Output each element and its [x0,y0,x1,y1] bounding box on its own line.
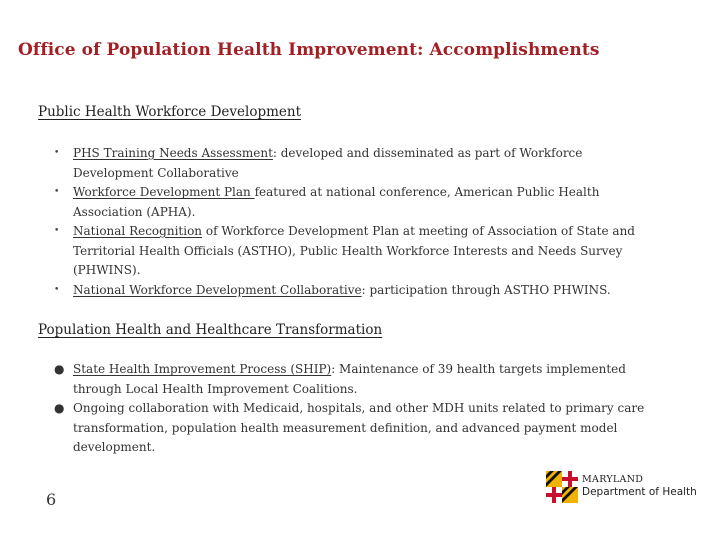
list-item [38,144,653,183]
item-link-text: PHS Training Needs Assessment [73,146,273,160]
section-heading-transformation: Population Health and Healthcare Transformation [38,322,383,338]
logo-text-department: Department of Health [582,486,697,498]
page-number: 6 [46,490,57,509]
item-link-text: National Recognition [73,224,203,238]
list-item [38,399,653,458]
item-link-text: State Health Improvement Process (SHIP) [73,362,332,376]
list-item [38,222,653,281]
maryland-flag-icon [545,470,579,504]
page-title: Office of Population Health Improvement: Accomplishments [18,40,600,60]
item-link-text: Workforce Development Plan [73,185,255,199]
list-item [38,360,653,399]
item-text: featured at national conference, American Public Health Association (APHA). [73,185,600,219]
workforce-bullet-list [38,144,653,300]
item-text: of Workforce Development Plan at meeting of Association of State and Territorial Health Officials (ASTHO), Public Health Workforce Interests and Needs Survey (PHWINS). [73,224,635,277]
bullet-icon: ● [54,401,65,415]
bullet-icon: • [54,187,60,197]
list-item [38,183,653,222]
transformation-bullet-list [38,360,653,458]
item-text: : Maintenance of 39 health targets implemented through Local Health Improvement Coalitions. [73,362,626,396]
item-link-text: National Workforce Development Collaborative [73,282,362,297]
logo-text-maryland: MARYLAND [582,474,644,485]
bullet-icon: • [54,148,60,158]
item-text: Ongoing collaboration with Medicaid, hospitals, and other MDH units related to primary care transformation, population health measurement definition, and advanced payment model development. [73,401,645,454]
list-item [38,281,653,301]
item-text: : participation through ASTHO PHWINS. [361,282,611,297]
item-text: : developed and disseminated as part of Workforce Development Collaborative [73,146,583,180]
maryland-health-logo [545,470,697,504]
section-heading-workforce: Public Health Workforce Development [38,104,302,120]
bullet-icon: • [54,226,60,236]
bullet-icon: • [54,284,60,295]
bullet-icon: ● [54,362,65,376]
